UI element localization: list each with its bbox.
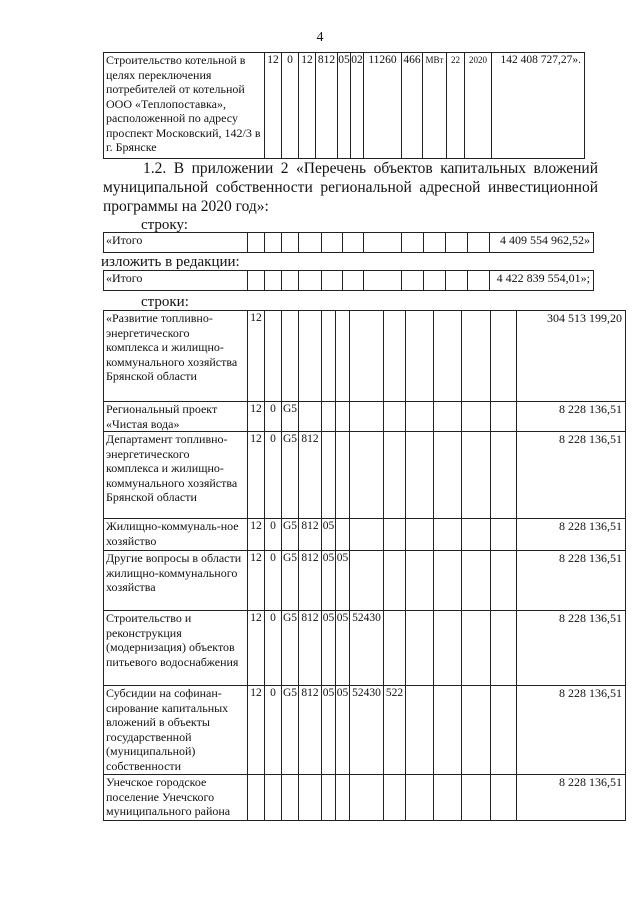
code-cell: 05	[336, 551, 350, 611]
object-name: Региональный проект «Чистая вода»	[104, 402, 248, 432]
code-cell: 812	[299, 686, 322, 775]
code-cell	[322, 402, 336, 432]
code-cell	[384, 311, 406, 402]
table-row	[104, 551, 626, 611]
year-cell: 2020	[465, 53, 492, 159]
amount-cell: 8 228 136,51	[517, 775, 626, 821]
label-rows: строки:	[141, 294, 189, 310]
code-cell	[384, 551, 406, 611]
empty-cell	[406, 611, 434, 686]
code-cell	[248, 775, 265, 821]
code-cell	[282, 311, 299, 402]
amount-cell: 8 228 136,51	[517, 686, 626, 775]
empty-cell	[491, 432, 517, 519]
table-row	[104, 233, 594, 253]
empty-cell	[406, 551, 434, 611]
code-cell: 02	[351, 53, 364, 159]
empty-cell	[462, 551, 491, 611]
empty-cell	[462, 311, 491, 402]
code-cell: 52430	[350, 686, 384, 775]
label-row: строку:	[141, 217, 188, 233]
amount-cell: 8 228 136,51	[517, 519, 626, 551]
object-name: Строительство котельной в целях переключения потребителей от котельной ООО «Теплопоставка», расположенной по адресу проспект Московский, 142/3 в г. Брянске	[104, 53, 265, 159]
table-row	[104, 53, 585, 159]
code-cell: 05	[322, 611, 336, 686]
code-cell: 0	[265, 686, 282, 775]
table-row	[104, 519, 626, 551]
code-cell: G5	[282, 686, 299, 775]
amount-cell: 4 422 839 554,01»;	[490, 271, 594, 291]
code-cell: 522	[384, 686, 406, 775]
object-name: Строительство и реконструкция (модернизация) объектов питьевого водоснабжения	[104, 611, 248, 686]
empty-cell	[491, 775, 517, 821]
code-cell	[384, 519, 406, 551]
amount-cell: 8 228 136,51	[517, 551, 626, 611]
code-cell	[322, 775, 336, 821]
amount-cell: 8 228 136,51	[517, 432, 626, 519]
code-cell: 12	[248, 311, 265, 402]
object-name: Жилищно-коммуналь-ное хозяйство	[104, 519, 248, 551]
top-table	[103, 52, 585, 159]
label-edit: изложить в редакции:	[101, 254, 240, 270]
code-cell: 12	[248, 432, 265, 519]
code-cell: 05	[322, 551, 336, 611]
code-cell: 05	[322, 519, 336, 551]
code-cell: 05	[338, 53, 351, 159]
code-cell	[350, 402, 384, 432]
code-cell: 05	[322, 686, 336, 775]
code-cell	[350, 519, 384, 551]
code-cell	[336, 402, 350, 432]
empty-cell	[434, 686, 462, 775]
empty-cell	[434, 775, 462, 821]
code-cell	[336, 775, 350, 821]
code-cell: 12	[299, 53, 316, 159]
code-cell	[384, 402, 406, 432]
code-cell	[384, 611, 406, 686]
empty-cell	[434, 402, 462, 432]
table-row	[104, 432, 626, 519]
code-cell: G5	[282, 551, 299, 611]
code-cell: 12	[265, 53, 282, 159]
empty-cell	[462, 775, 491, 821]
code-cell	[265, 775, 282, 821]
paragraph: 1.2. В приложении 2 «Перечень объектов капитальных вложений муниципальной собственности региональной адресной инвестиционной программы на 2020 год»:	[103, 160, 598, 215]
code-cell	[384, 432, 406, 519]
empty-cell	[491, 551, 517, 611]
empty-cell	[406, 311, 434, 402]
amount-cell: 8 228 136,51	[517, 402, 626, 432]
code-cell: 812	[299, 551, 322, 611]
code-cell: 812	[299, 519, 322, 551]
empty-cell	[462, 432, 491, 519]
rows-table	[103, 310, 626, 821]
object-name: Субсидии на софинан-сирование капитальных вложений в объекты государственной (муниципальной) собственности	[104, 686, 248, 775]
empty-cell	[462, 519, 491, 551]
code-cell	[336, 311, 350, 402]
code-cell	[350, 311, 384, 402]
amount-cell: 8 228 136,51	[517, 611, 626, 686]
code-cell: 05	[336, 611, 350, 686]
code-cell	[336, 432, 350, 519]
empty-cell	[406, 519, 434, 551]
empty-cell	[462, 686, 491, 775]
amount-cell: 4 409 554 962,52»	[490, 233, 594, 253]
code-cell: 12	[248, 551, 265, 611]
itogo-new-table	[103, 270, 594, 291]
itogo-label: «Итого	[104, 233, 248, 253]
object-name: Унечское городское поселение Унечского муниципального района	[104, 775, 248, 821]
empty-cell	[491, 519, 517, 551]
code-cell	[299, 775, 322, 821]
code-cell: 0	[265, 432, 282, 519]
code-cell: 812	[316, 53, 338, 159]
code-cell: 05	[336, 686, 350, 775]
empty-cell	[406, 775, 434, 821]
empty-cell	[434, 519, 462, 551]
empty-cell	[434, 611, 462, 686]
empty-cell	[491, 311, 517, 402]
empty-cell	[406, 432, 434, 519]
code-cell: 0	[282, 53, 299, 159]
table-row	[104, 311, 626, 402]
code-cell	[322, 432, 336, 519]
empty-cell	[462, 611, 491, 686]
code-cell: 52430	[350, 611, 384, 686]
empty-cell	[491, 402, 517, 432]
empty-cell	[462, 402, 491, 432]
code-cell	[299, 402, 322, 432]
code-cell: 12	[248, 611, 265, 686]
code-cell: 12	[248, 686, 265, 775]
code-cell	[322, 311, 336, 402]
object-name: Другие вопросы в области жилищно-коммунального хозяйства	[104, 551, 248, 611]
table-row	[104, 611, 626, 686]
table-row	[104, 686, 626, 775]
code-cell	[350, 432, 384, 519]
code-cell: G5	[282, 519, 299, 551]
empty-cell	[406, 402, 434, 432]
object-name: «Развитие топливно-энергетического комплекса и жилищно-коммунального хозяйства Брянской области	[104, 311, 248, 402]
code-cell	[350, 775, 384, 821]
code-cell: 22	[447, 53, 465, 159]
object-name: Департамент топливно-энергетического комплекса и жилищно-коммунального хозяйства Брянской области	[104, 432, 248, 519]
itogo-old-table	[103, 232, 594, 253]
code-cell: 812	[299, 432, 322, 519]
code-cell	[282, 775, 299, 821]
page-number: 4	[316, 30, 324, 45]
empty-cell	[434, 551, 462, 611]
code-cell	[336, 519, 350, 551]
empty-cell	[491, 611, 517, 686]
empty-cell	[406, 686, 434, 775]
code-cell: 12	[248, 402, 265, 432]
empty-cell	[434, 432, 462, 519]
empty-cell	[434, 311, 462, 402]
table-row	[104, 775, 626, 821]
code-cell: 812	[299, 611, 322, 686]
code-cell	[265, 311, 282, 402]
empty-cell	[491, 686, 517, 775]
code-cell: G5	[282, 432, 299, 519]
code-cell: 0	[265, 611, 282, 686]
code-cell: G5	[282, 611, 299, 686]
code-cell: 12	[248, 519, 265, 551]
code-cell	[299, 311, 322, 402]
amount-cell: 142 408 727,27».	[492, 53, 585, 159]
unit-cell: МВт	[423, 53, 447, 159]
code-cell	[350, 551, 384, 611]
itogo-label: «Итого	[104, 271, 248, 291]
table-row	[104, 402, 626, 432]
code-cell: 0	[265, 551, 282, 611]
code-cell: 0	[265, 519, 282, 551]
amount-cell: 304 513 199,20	[517, 311, 626, 402]
code-cell: 466	[402, 53, 423, 159]
code-cell: 0	[265, 402, 282, 432]
code-cell: 11260	[364, 53, 402, 159]
code-cell	[384, 775, 406, 821]
table-row	[104, 271, 594, 291]
code-cell: G5	[282, 402, 299, 432]
